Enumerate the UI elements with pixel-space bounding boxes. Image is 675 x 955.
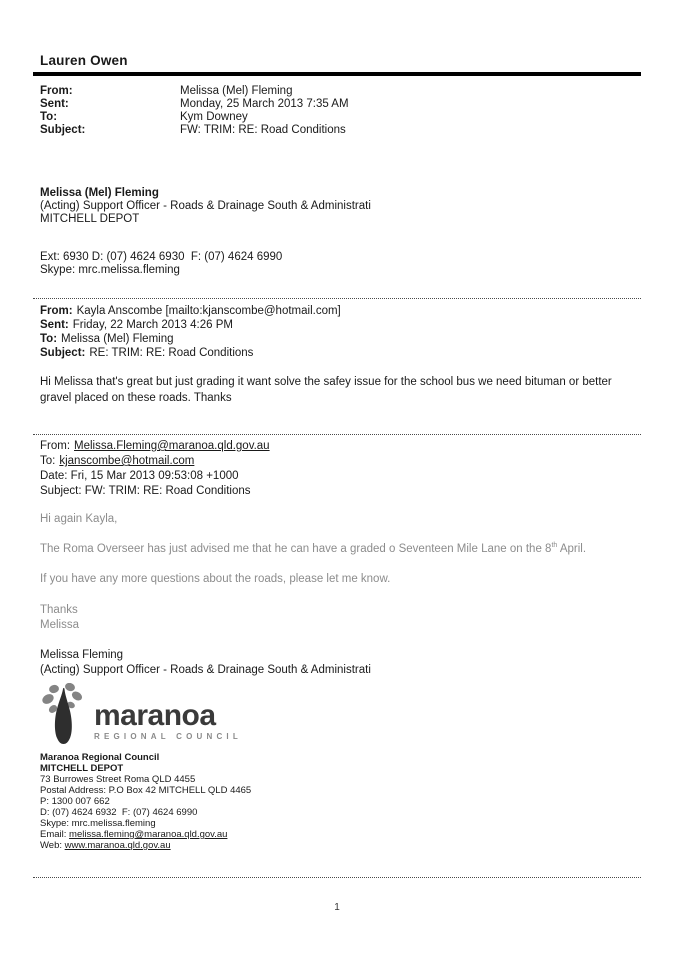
- signature1-name: Melissa (Mel) Fleming: [40, 187, 159, 199]
- email1-sent-label: Sent:: [40, 98, 69, 110]
- email2-subject-value: RE: TRIM: RE: Road Conditions: [89, 347, 254, 359]
- address-web-link[interactable]: www.maranoa.qld.gov.au: [64, 840, 171, 851]
- email1-to-row: [40, 111, 641, 124]
- email1-subject-row: [40, 124, 641, 137]
- signature1-block: [33, 187, 641, 277]
- address-postal: Postal Address: P.O Box 42 MITCHELL QLD 4465: [40, 785, 252, 796]
- email3-date-row: Date: Fri, 15 Mar 2013 09:53:08 +1000: [40, 470, 239, 482]
- address-direct-fax: D: (07) 4624 6932 F: (07) 4624 6990: [40, 807, 198, 818]
- email1-to-label: To:: [40, 111, 58, 123]
- email3-to-label: To:: [40, 455, 56, 467]
- address-depot: MITCHELL DEPOT: [40, 763, 124, 774]
- email1-from-row: [40, 85, 641, 98]
- email3-ordinal-superscript: th: [551, 542, 558, 550]
- separator-dotted-2: [33, 434, 641, 435]
- email2-subject-row: [40, 346, 641, 360]
- email2-header-block: [33, 304, 641, 360]
- signature1-depot: MITCHELL DEPOT: [40, 213, 140, 225]
- address-email-label: Email:: [40, 829, 67, 840]
- email3-to-row: [40, 454, 641, 469]
- email3-closing-block: [40, 603, 641, 633]
- email3-from-link[interactable]: Melissa.Fleming@maranoa.qld.gov.au: [74, 440, 270, 452]
- email1-from-label: From:: [40, 85, 73, 97]
- signature1-phones: Ext: 6930 D: (07) 4624 6930 F: (07) 4624 6990: [40, 251, 283, 263]
- email1-sent-value: Monday, 25 March 2013 7:35 AM: [180, 98, 349, 110]
- email3-from-row: [40, 439, 641, 454]
- email1-sent-row: [40, 98, 641, 111]
- email3-closing: Thanks: [40, 604, 78, 616]
- address-block: [33, 752, 641, 851]
- signature1-role: (Acting) Support Officer - Roads & Drainage South & Administrati: [40, 200, 371, 212]
- email1-to-value: Kym Downey: [180, 111, 248, 123]
- email3-paragraph-questions: If you have any more questions about the roads, please let me know.: [40, 573, 391, 585]
- signature2-role: (Acting) Support Officer - Roads & Drainage South & Administrati: [40, 664, 371, 676]
- email1-subject-value: FW: TRIM: RE: Road Conditions: [180, 124, 346, 136]
- email2-to-row: [40, 332, 641, 346]
- page-number: 1: [334, 902, 340, 913]
- signature2-block: [33, 648, 641, 678]
- email3-header-block: [33, 439, 641, 499]
- separator-dotted-3: [33, 877, 641, 878]
- email3-roma-text-end: April.: [557, 543, 587, 555]
- email2-body: Hi Melissa that's great but just grading it want solve the safey issue for the school bus we need bituman or better gravel placed on these roads. Thanks: [40, 376, 612, 404]
- email2-from-row: [40, 304, 641, 318]
- bottle-tree-icon: [40, 683, 86, 747]
- logo-brand-text: maranoa: [94, 699, 216, 732]
- email3-roma-text: The Roma Overseer has just advised me that he can have a graded o Seventeen Mile Lane on the 8: [40, 543, 552, 555]
- email2-sent-value: Friday, 22 March 2013 4:26 PM: [72, 319, 233, 331]
- email2-to-value: Melissa (Mel) Fleming: [61, 333, 174, 345]
- email2-subject-label: Subject:: [40, 347, 86, 359]
- email2-from-label: From:: [40, 305, 73, 317]
- address-phone: P: 1300 007 662: [40, 796, 110, 807]
- email2-to-label: To:: [40, 333, 58, 345]
- email3-paragraph-roma: [40, 542, 641, 557]
- address-email-link[interactable]: melissa.fleming@maranoa.qld.gov.au: [69, 829, 228, 840]
- signature1-skype: Skype: mrc.melissa.fleming: [40, 264, 180, 276]
- email3-greeting: Hi again Kayla,: [40, 513, 118, 525]
- email1-header-block: [33, 85, 641, 137]
- email3-from-label: From:: [40, 440, 71, 452]
- email3-body: [33, 512, 641, 633]
- email3-signoff: Melissa: [40, 619, 79, 631]
- address-org: Maranoa Regional Council: [40, 752, 160, 763]
- email1-subject-label: Subject:: [40, 124, 86, 136]
- email2-sent-label: Sent:: [40, 319, 69, 331]
- address-web-label: Web:: [40, 840, 63, 851]
- email1-from-value: Melissa (Mel) Fleming: [180, 85, 293, 97]
- separator-dotted-1: [33, 298, 641, 299]
- signature2-name: Melissa Fleming: [40, 649, 124, 661]
- maranoa-logo: [33, 683, 641, 747]
- logo-tagline-text: REGIONAL COUNCIL: [94, 732, 242, 741]
- email3-to-link[interactable]: kjanscombe@hotmail.com: [59, 455, 195, 467]
- logo-wordmark: [94, 699, 242, 741]
- address-web-row: [40, 840, 641, 851]
- email3-subject-row: Subject: FW: TRIM: RE: Road Conditions: [40, 485, 251, 497]
- recipient-header: Lauren Owen: [33, 53, 641, 76]
- email2-sent-row: [40, 318, 641, 332]
- address-skype: Skype: mrc.melissa.fleming: [40, 818, 156, 829]
- email2-from-value: Kayla Anscombe [mailto:kjanscombe@hotmail.com]: [76, 305, 341, 317]
- address-email-row: [40, 829, 641, 840]
- address-street: 73 Burrowes Street Roma QLD 4455: [40, 774, 196, 785]
